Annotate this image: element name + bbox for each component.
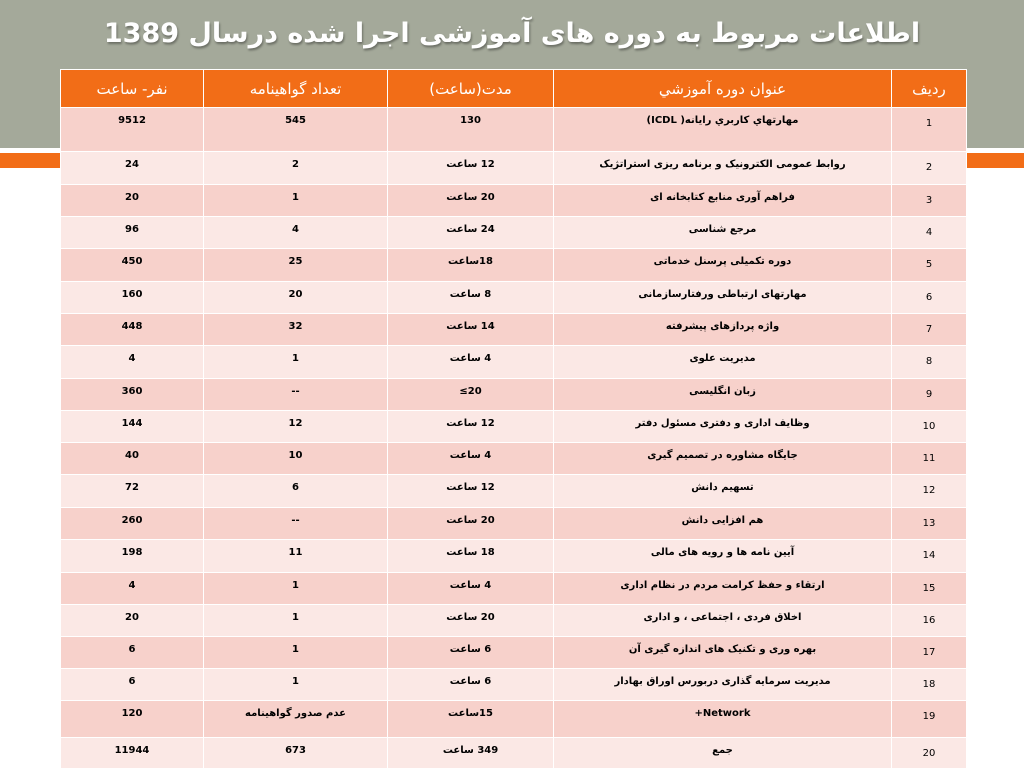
cell-certificates: 1 xyxy=(204,573,388,605)
table-row xyxy=(61,152,967,185)
cell-row-no: 4 xyxy=(892,217,967,249)
cell-row-no: 8 xyxy=(892,346,967,379)
cell-row-no: 18 xyxy=(892,669,967,701)
cell-row-no: 13 xyxy=(892,508,967,540)
cell-duration: 18ساعت xyxy=(388,249,554,282)
cell-row-no: 1 xyxy=(892,108,967,152)
cell-course-title: مهارتهای ارتباطی ورفتارسازمانی xyxy=(554,282,892,314)
cell-certificates: 20 xyxy=(204,282,388,314)
cell-certificates: 10 xyxy=(204,443,388,475)
cell-person-hours: 6 xyxy=(61,637,204,669)
cell-duration: 18 ساعت xyxy=(388,540,554,573)
cell-certificates: 1 xyxy=(204,346,388,379)
cell-course-title: ارتقاء و حفظ کرامت مردم در نظام اداری xyxy=(554,573,892,605)
header-duration: مدت(ساعت) xyxy=(388,70,554,108)
cell-course-title: مهارتهاي كاربري رايانه( ICDL) xyxy=(554,108,892,152)
cell-duration: 4 ساعت xyxy=(388,573,554,605)
cell-duration: 349 ساعت xyxy=(388,738,554,769)
cell-row-no: 5 xyxy=(892,249,967,282)
cell-duration: 20 ساعت xyxy=(388,185,554,217)
header-certificates: تعداد گواهینامه xyxy=(204,70,388,108)
table-row xyxy=(61,738,967,769)
cell-duration: 20 ساعت xyxy=(388,508,554,540)
cell-course-title: روابط عمومی الکترونیک و برنامه ریزی استراتژیک xyxy=(554,152,892,185)
table-row xyxy=(61,701,967,738)
cell-row-no: 16 xyxy=(892,605,967,637)
cell-course-title: زبان انگلیسی xyxy=(554,379,892,411)
cell-duration: 130 xyxy=(388,108,554,152)
table-row xyxy=(61,669,967,701)
cell-person-hours: 40 xyxy=(61,443,204,475)
header-row-no: ردیف xyxy=(892,70,967,108)
cell-person-hours: 198 xyxy=(61,540,204,573)
cell-course-title: وظایف اداری و دفتری مسئول دفتر xyxy=(554,411,892,443)
cell-person-hours: 72 xyxy=(61,475,204,508)
cell-duration: 4 ساعت xyxy=(388,443,554,475)
cell-certificates: 6 xyxy=(204,475,388,508)
cell-course-title: فراهم آوری منابع کتابخانه ای xyxy=(554,185,892,217)
cell-row-no: 12 xyxy=(892,475,967,508)
cell-certificates: 1 xyxy=(204,185,388,217)
cell-certificates: 4 xyxy=(204,217,388,249)
cell-certificates: 32 xyxy=(204,314,388,346)
cell-row-no: 20 xyxy=(892,738,967,769)
cell-certificates: عدم صدور گواهینامه xyxy=(204,701,388,738)
cell-person-hours: 96 xyxy=(61,217,204,249)
cell-person-hours: 360 xyxy=(61,379,204,411)
table-row xyxy=(61,185,967,217)
accent-strip-right xyxy=(966,153,1024,168)
cell-duration: 6 ساعت xyxy=(388,637,554,669)
cell-duration: 6 ساعت xyxy=(388,669,554,701)
slide-title: اطلاعات مربوط به دوره های آموزشی اجرا شده درسال 1389 xyxy=(103,18,921,49)
cell-person-hours: 160 xyxy=(61,282,204,314)
cell-duration: 12 ساعت xyxy=(388,411,554,443)
cell-course-title: دوره تکمیلی پرسنل خدماتی xyxy=(554,249,892,282)
cell-duration: 15ساعت xyxy=(388,701,554,738)
cell-duration: 20 ساعت xyxy=(388,605,554,637)
accent-strip-left xyxy=(0,153,60,168)
table-row xyxy=(61,540,967,573)
table-row xyxy=(61,217,967,249)
cell-person-hours: 448 xyxy=(61,314,204,346)
course-table xyxy=(60,69,967,769)
cell-person-hours: 24 xyxy=(61,152,204,185)
cell-course-title: Network+ xyxy=(554,701,892,738)
cell-row-no: 17 xyxy=(892,637,967,669)
cell-person-hours: 120 xyxy=(61,701,204,738)
table-row xyxy=(61,443,967,475)
cell-certificates: 11 xyxy=(204,540,388,573)
header-course-title: عنوان دوره آموزشي xyxy=(554,70,892,108)
cell-certificates: 2 xyxy=(204,152,388,185)
cell-certificates: 1 xyxy=(204,637,388,669)
table-row xyxy=(61,108,967,152)
cell-course-title: اخلاق فردی ، اجتماعی ، و اداری xyxy=(554,605,892,637)
cell-duration: 12 ساعت xyxy=(388,152,554,185)
table-row xyxy=(61,282,967,314)
cell-duration: 24 ساعت xyxy=(388,217,554,249)
cell-duration: 12 ساعت xyxy=(388,475,554,508)
table-row xyxy=(61,637,967,669)
cell-person-hours: 20 xyxy=(61,605,204,637)
cell-person-hours: 144 xyxy=(61,411,204,443)
table-row xyxy=(61,346,967,379)
cell-certificates: -- xyxy=(204,508,388,540)
cell-course-title: واژه پردازهای پیشرفته xyxy=(554,314,892,346)
cell-row-no: 6 xyxy=(892,282,967,314)
cell-person-hours: 11944 xyxy=(61,738,204,769)
cell-row-no: 11 xyxy=(892,443,967,475)
cell-duration: 4 ساعت xyxy=(388,346,554,379)
cell-certificates: 1 xyxy=(204,605,388,637)
cell-row-no: 15 xyxy=(892,573,967,605)
table-row xyxy=(61,379,967,411)
cell-course-title: جایگاه مشاوره در تصمیم گیری xyxy=(554,443,892,475)
cell-person-hours: 4 xyxy=(61,573,204,605)
cell-row-no: 10 xyxy=(892,411,967,443)
table-row xyxy=(61,605,967,637)
cell-row-no: 19 xyxy=(892,701,967,738)
table-row xyxy=(61,475,967,508)
cell-person-hours: 9512 xyxy=(61,108,204,152)
cell-certificates: 12 xyxy=(204,411,388,443)
cell-course-title: آیین نامه ها و رویه های مالی xyxy=(554,540,892,573)
cell-certificates: 25 xyxy=(204,249,388,282)
cell-course-title: بهره وری و تکنیک های اندازه گیری آن xyxy=(554,637,892,669)
cell-course-title: تسهیم دانش xyxy=(554,475,892,508)
table-row xyxy=(61,314,967,346)
cell-course-title: هم افزایی دانش xyxy=(554,508,892,540)
cell-row-no: 2 xyxy=(892,152,967,185)
cell-person-hours: 260 xyxy=(61,508,204,540)
cell-row-no: 14 xyxy=(892,540,967,573)
cell-person-hours: 20 xyxy=(61,185,204,217)
cell-certificates: 545 xyxy=(204,108,388,152)
cell-row-no: 7 xyxy=(892,314,967,346)
table-row xyxy=(61,411,967,443)
cell-course-title: مرجع شناسی xyxy=(554,217,892,249)
cell-certificates: 673 xyxy=(204,738,388,769)
cell-row-no: 9 xyxy=(892,379,967,411)
cell-certificates: -- xyxy=(204,379,388,411)
table-row xyxy=(61,508,967,540)
cell-duration: 14 ساعت xyxy=(388,314,554,346)
table-row xyxy=(61,573,967,605)
table-row xyxy=(61,249,967,282)
cell-person-hours: 4 xyxy=(61,346,204,379)
cell-row-no: 3 xyxy=(892,185,967,217)
header-person-hours: نفر- ساعت xyxy=(61,70,204,108)
cell-person-hours: 450 xyxy=(61,249,204,282)
cell-course-title: جمع xyxy=(554,738,892,769)
cell-duration: 8 ساعت xyxy=(388,282,554,314)
cell-duration: 20≥ xyxy=(388,379,554,411)
cell-person-hours: 6 xyxy=(61,669,204,701)
cell-course-title: مدیریت علوی xyxy=(554,346,892,379)
table-header-row xyxy=(61,70,967,108)
cell-course-title: مدیریت سرمایه گذاری دربورس اوراق بهادار xyxy=(554,669,892,701)
cell-certificates: 1 xyxy=(204,669,388,701)
